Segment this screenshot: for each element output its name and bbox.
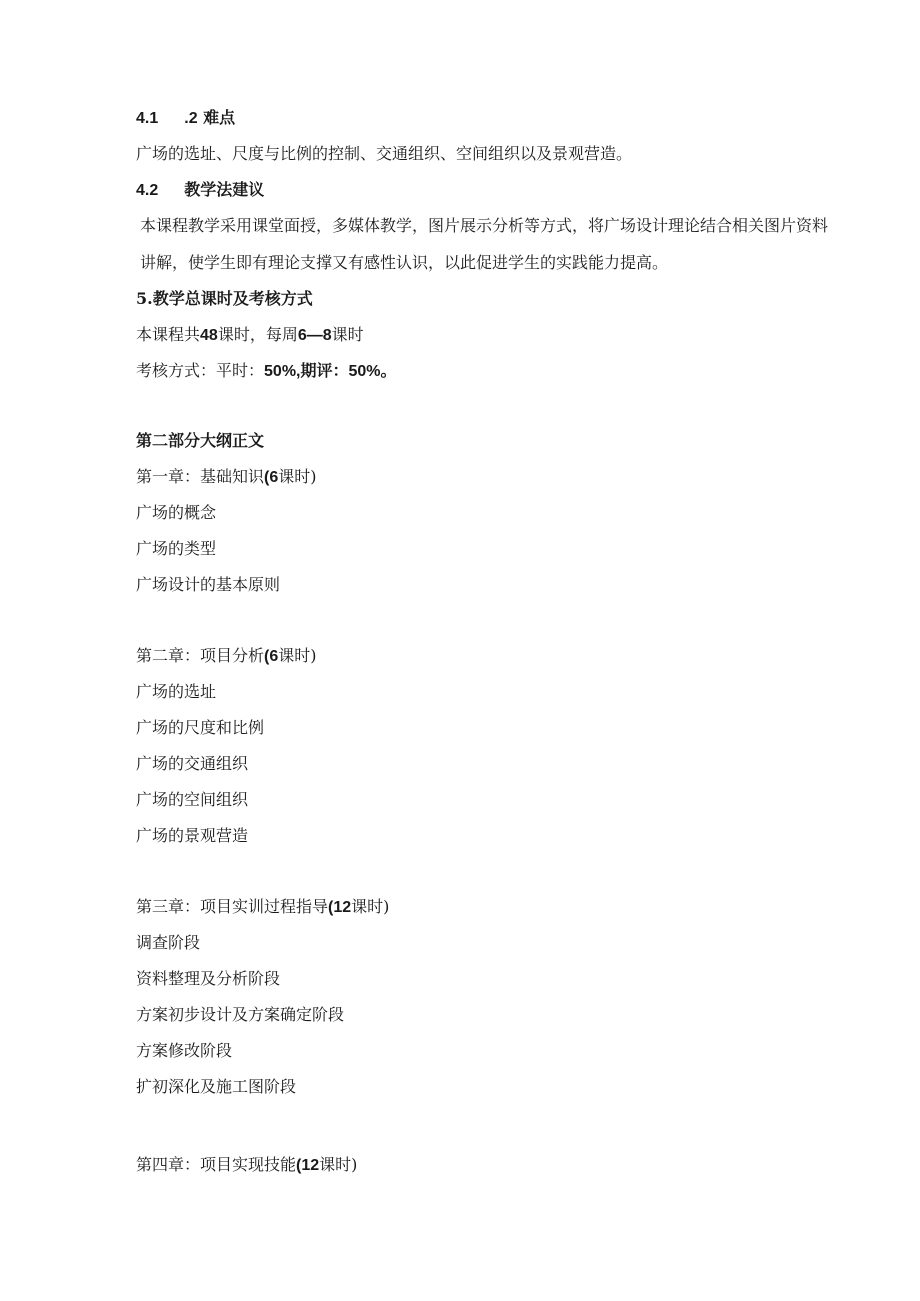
section-4-2-heading: [136, 180, 264, 201]
chapter-unit: 课时): [319, 1155, 358, 1174]
chapter-4-heading: [136, 1155, 357, 1176]
chapter-hours: 12: [333, 899, 352, 916]
teaching-paragraph: 本课程教学采用课堂面授，多媒体教学，图片展示分析等方式，将广场设计理论结合相关图片资料讲解，使学生即有理论支撑又有感性认识，以此促进学生的实践能力提高。: [140, 216, 829, 272]
chapter-unit: 课时): [278, 467, 317, 486]
section-number-b: .2: [184, 110, 198, 127]
hours-line: [136, 325, 364, 346]
chapter-title: 第二章：项目分析: [136, 646, 265, 665]
chapter-paren: (: [264, 648, 270, 665]
chapter-1-item: 广场的类型: [136, 539, 217, 558]
assessment-prefix: 考核方式：平时：: [136, 361, 265, 380]
hours-total: 48: [200, 327, 218, 344]
chapter-1-heading: [136, 467, 317, 488]
chapter-3-item: 方案修改阶段: [136, 1041, 233, 1060]
difficulty-text: 广场的选址、尺度与比例的控制、交通组织、空间组织以及景观营造。: [136, 144, 633, 163]
section-title: 难点: [203, 108, 236, 127]
chapter-3-item: 资料整理及分析阶段: [136, 969, 281, 988]
chapter-3-item: 扩初深化及施工图阶段: [136, 1077, 297, 1096]
chapter-hours: 12: [301, 1157, 320, 1174]
section-4-1-2-heading: [136, 108, 235, 129]
chapter-3-item: 方案初步设计及方案确定阶段: [136, 1005, 345, 1024]
chapter-1-item: 广场的概念: [136, 503, 217, 522]
chapter-1-item: 广场设计的基本原则: [136, 575, 281, 594]
hours-mid: 课时，每周: [217, 325, 298, 344]
chapter-unit: 课时): [351, 897, 390, 916]
hours-weekly: 6—8: [297, 327, 332, 344]
section-number: 4.2: [136, 182, 159, 199]
chapter-paren: (: [328, 899, 334, 916]
hours-suffix: 课时: [331, 325, 364, 344]
chapter-unit: 课时): [278, 646, 317, 665]
chapter-2-item: 广场的尺度和比例: [136, 718, 265, 737]
chapter-2-item: 广场的交通组织: [136, 754, 249, 773]
chapter-2-heading: [136, 646, 317, 667]
chapter-hours: 6: [269, 648, 279, 665]
chapter-title: 第四章：项目实现技能: [136, 1155, 297, 1174]
chapter-paren: (: [264, 469, 270, 486]
assessment-line: [136, 361, 397, 382]
section-5-heading: 5.教学总课时及考核方式: [136, 289, 313, 308]
chapter-3-heading: [136, 897, 389, 918]
chapter-title: 第三章：项目实训过程指导: [136, 897, 329, 916]
part-2-heading: 第二部分大纲正文: [136, 431, 265, 450]
hours-prefix: 本课程共: [136, 325, 201, 344]
chapter-hours: 6: [269, 469, 279, 486]
chapter-title: 第一章：基础知识: [136, 467, 265, 486]
section-title: 教学法建议: [184, 180, 265, 199]
chapter-2-item: 广场的空间组织: [136, 790, 249, 809]
chapter-3-item: 调查阶段: [136, 933, 201, 952]
chapter-paren: (: [296, 1157, 302, 1174]
chapter-2-item: 广场的选址: [136, 682, 217, 701]
chapter-2-item: 广场的景观营造: [136, 826, 249, 845]
section-number-a: 4.1: [136, 110, 159, 127]
assessment-value: 50%,期评：50%。: [264, 363, 397, 380]
